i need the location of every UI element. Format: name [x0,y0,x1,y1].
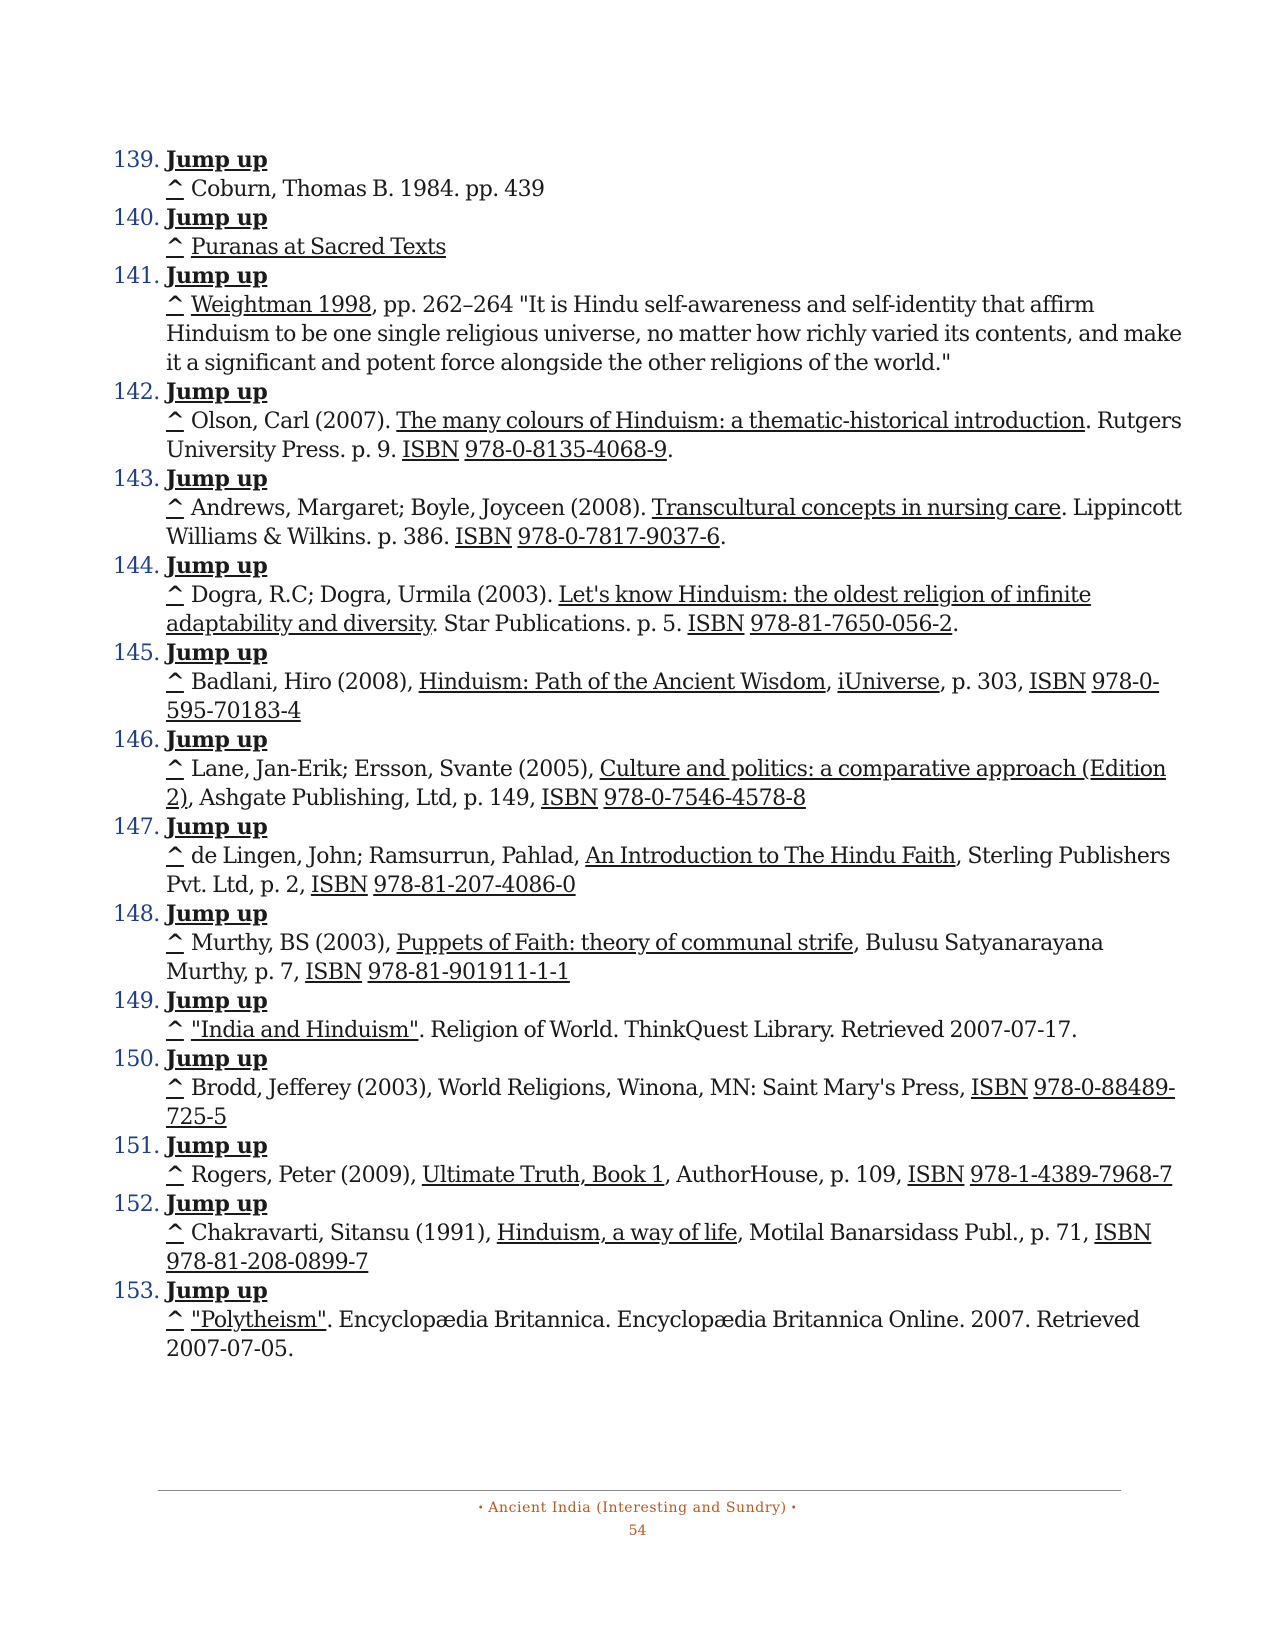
page-number: 54 [628,1523,647,1539]
reference-segment: Rogers, Peter (2009), [190,1163,422,1188]
reference-number: 147. [113,815,160,840]
jump-up-link[interactable]: Jump up [166,1046,268,1072]
reference-segment: . [952,612,959,637]
footer-title-text: Ancient India (Interesting and Sundry) [488,1500,787,1516]
reference-item [0,378,1275,465]
jump-up-link[interactable]: Jump up [166,1191,268,1217]
caret-backlink[interactable]: ^ [166,1220,184,1246]
reference-segment: , [825,670,838,695]
reference-segment: . Lippincott Williams & Wilkins. p. 386. [166,496,1182,550]
references-list [0,146,1275,1364]
reference-segment: Murthy, BS (2003), [190,931,397,956]
reference-link[interactable]: 978-81-207-4086-0 [373,873,576,898]
reference-segment: , AuthorHouse, p. 109, [664,1163,908,1188]
jump-up-link[interactable]: Jump up [166,205,268,231]
caret-backlink[interactable]: ^ [166,1075,184,1101]
reference-link[interactable]: Culture and politics: a comparative approach (Edition 2) [166,757,1167,811]
reference-link[interactable]: 978-0-8135-4068-9 [464,438,667,463]
reference-link[interactable]: "India and Hinduism" [190,1018,419,1043]
reference-link[interactable]: ISBN [310,873,368,898]
reference-link[interactable]: Let's know Hinduism: the oldest religion of infinite adaptability and diversity [166,583,1091,637]
footer-bullet-right: • [790,1503,798,1514]
reference-number: 153. [113,1279,160,1304]
reference-segment: , Motilal Banarsidass Publ., p. 71, [737,1221,1095,1246]
reference-number: 150. [113,1047,160,1072]
reference-number: 144. [113,554,160,579]
reference-number: 152. [113,1192,160,1217]
reference-segment: . Religion of World. ThinkQuest Library. Retrieved 2007-07-17. [418,1018,1078,1043]
caret-backlink[interactable]: ^ [166,292,184,318]
reference-link[interactable]: ISBN [970,1076,1028,1101]
reference-text [166,726,1186,813]
caret-backlink[interactable]: ^ [166,408,184,434]
reference-link[interactable]: Hinduism: Path of the Ancient Wisdom [418,670,826,695]
caret-backlink[interactable]: ^ [166,1017,184,1043]
reference-number: 141. [113,264,160,289]
reference-link[interactable]: ISBN [305,960,363,985]
reference-link[interactable]: An Introduction to The Hindu Faith [585,844,956,869]
reference-link[interactable]: 978-0-88489-725-5 [166,1076,1176,1130]
reference-segment: de Lingen, John; Ramsurrun, Pahlad, [190,844,586,869]
reference-link[interactable]: ISBN [1094,1221,1152,1246]
reference-link[interactable]: 978-0-595-70183-4 [166,670,1160,724]
reference-link[interactable]: Ultimate Truth, Book 1 [421,1163,665,1188]
jump-up-link[interactable]: Jump up [166,553,268,579]
caret-backlink[interactable]: ^ [166,176,184,202]
reference-text [166,204,1186,262]
reference-item [0,146,1275,204]
reference-item [0,1190,1275,1277]
reference-segment: Andrews, Margaret; Boyle, Joyceen (2008). [190,496,652,521]
jump-up-link[interactable]: Jump up [166,640,268,666]
reference-item [0,987,1275,1045]
reference-number: 146. [113,728,160,753]
jump-up-link[interactable]: Jump up [166,379,268,405]
reference-number: 139. [113,148,160,173]
reference-segment: . Encyclopædia Britannica. Encyclopædia Britannica Online. 2007. Retrieved 2007-07-05. [166,1308,1140,1362]
reference-link[interactable]: Weightman 1998 [190,293,372,318]
reference-segment: . Rutgers University Press. p. 9. [166,409,1182,463]
reference-segment: , p. 303, [939,670,1030,695]
caret-backlink[interactable]: ^ [166,582,184,608]
reference-segment: Brodd, Jefferey (2003), World Religions, Winona, MN: Saint Mary's Press, [190,1076,971,1101]
reference-segment: . [666,438,674,463]
caret-backlink[interactable]: ^ [166,669,184,695]
reference-text [166,465,1186,552]
reference-item [0,726,1275,813]
caret-backlink[interactable]: ^ [166,756,184,782]
reference-text [166,813,1186,900]
reference-text [166,378,1186,465]
reference-link[interactable]: 978-0-7817-9037-6 [517,525,720,550]
reference-link[interactable]: "Polytheism" [190,1308,327,1333]
jump-up-link[interactable]: Jump up [166,147,268,173]
reference-item [0,1277,1275,1364]
footer-bullet-left: • [477,1503,485,1514]
caret-backlink[interactable]: ^ [166,234,184,260]
reference-text [166,552,1186,639]
reference-item [0,639,1275,726]
reference-link[interactable]: ISBN [907,1163,965,1188]
reference-segment: Dogra, R.C; Dogra, Urmila (2003). [190,583,559,608]
jump-up-link[interactable]: Jump up [166,263,268,289]
reference-segment: , Bulusu Satyanarayana Murthy, p. 7, [166,931,1104,985]
reference-text [166,900,1186,987]
reference-number: 142. [113,380,160,405]
jump-up-link[interactable]: Jump up [166,988,268,1014]
caret-backlink[interactable]: ^ [166,1162,184,1188]
reference-segment: Chakravarti, Sitansu (1991), [190,1221,497,1246]
reference-item [0,1132,1275,1190]
reference-link[interactable]: 978-81-208-0899-7 [166,1250,369,1275]
reference-text [166,639,1186,726]
reference-item [0,262,1275,378]
reference-link[interactable]: Hinduism, a way of life [496,1221,738,1246]
reference-segment: Lane, Jan-Erik; Ersson, Svante (2005), [190,757,600,782]
reference-segment: , Sterling Publishers Pvt. Ltd, p. 2, [166,844,1171,898]
caret-backlink[interactable]: ^ [166,495,184,521]
footer-title [0,1500,1275,1516]
reference-segment: . [719,525,727,550]
reference-link[interactable]: ISBN [541,786,599,811]
reference-number: 140. [113,206,160,231]
reference-link[interactable]: ISBN [454,525,512,550]
caret-backlink[interactable]: ^ [166,930,184,956]
reference-item [0,1045,1275,1132]
jump-up-link[interactable]: Jump up [166,1133,268,1159]
reference-number: 143. [113,467,160,492]
reference-number: 149. [113,989,160,1014]
reference-link[interactable]: 978-1-4389-7968-7 [969,1163,1173,1188]
jump-up-link[interactable]: Jump up [166,1278,268,1304]
reference-link[interactable]: 978-81-7650-056-2 [749,612,953,637]
reference-link[interactable]: ISBN [402,438,460,463]
reference-segment: , Ashgate Publishing, Ltd, p. 149, [187,786,542,811]
reference-item [0,813,1275,900]
reference-segment: , pp. 262–264 "It is Hindu self-awareness and self-identity that affirm Hinduism to be one single religious universe, no matter how richly varied its contents, and make it a significant and potent force alongside the other religions of the world." [166,293,1182,376]
reference-text [166,1132,1186,1190]
jump-up-link[interactable]: Jump up [166,466,268,492]
reference-item [0,465,1275,552]
reference-text [166,262,1186,378]
caret-backlink[interactable]: ^ [166,843,184,869]
reference-item [0,900,1275,987]
reference-text [166,146,1186,204]
reference-item [0,552,1275,639]
reference-segment: Coburn, Thomas B. 1984. pp. 439 [190,177,545,202]
reference-segment: Olson, Carl (2007). [190,409,397,434]
reference-link[interactable]: ISBN [1029,670,1087,695]
reference-link[interactable]: ISBN [687,612,745,637]
reference-number: 145. [113,641,160,666]
reference-text [166,1190,1186,1277]
jump-up-link[interactable]: Jump up [166,814,268,840]
reference-segment: . Star Publications. p. 5. [431,612,688,637]
caret-backlink[interactable]: ^ [166,1307,184,1333]
reference-number: 151. [113,1134,160,1159]
reference-link[interactable]: iUniverse [837,670,940,695]
reference-text [166,987,1186,1045]
jump-up-link[interactable]: Jump up [166,727,268,753]
reference-link[interactable]: The many colours of Hinduism: a thematic-historical introduction [396,409,1085,434]
reference-link[interactable]: Transcultural concepts in nursing care [651,496,1061,521]
reference-link[interactable]: 978-0-7546-4578-8 [603,786,806,811]
reference-number: 148. [113,902,160,927]
reference-link[interactable]: Puppets of Faith: theory of communal strife [396,931,854,956]
reference-link[interactable]: Puranas at Sacred Texts [190,235,447,260]
reference-link[interactable]: 978-81-901911-1-1 [367,960,570,985]
reference-text [166,1277,1186,1364]
footer-divider [158,1490,1121,1491]
jump-up-link[interactable]: Jump up [166,901,268,927]
reference-text [166,1045,1186,1132]
reference-segment: Badlani, Hiro (2008), [190,670,419,695]
reference-item [0,204,1275,262]
